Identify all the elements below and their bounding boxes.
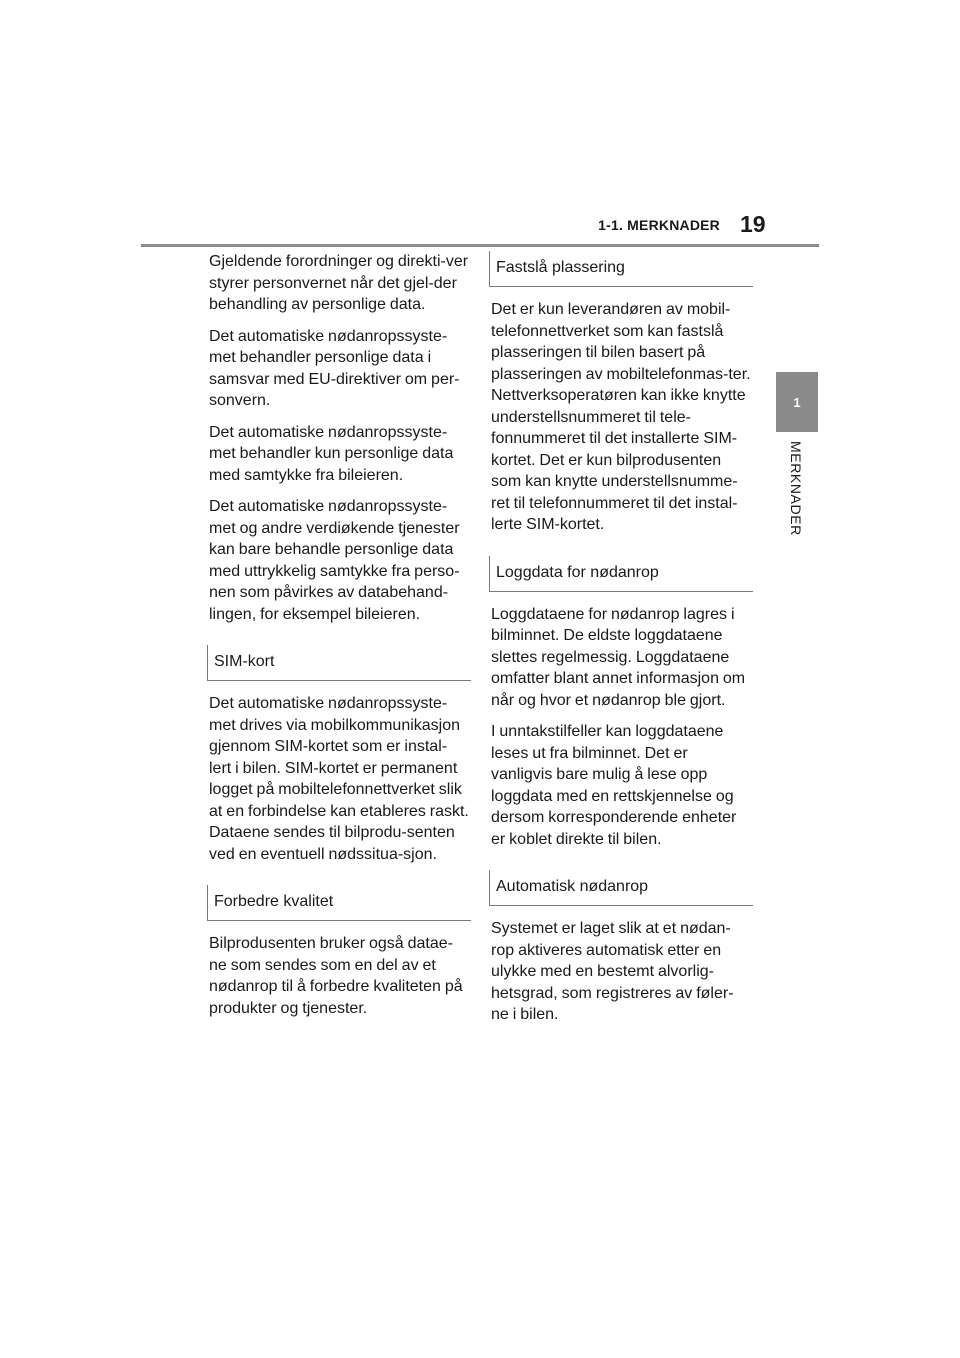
section-heading-sim: SIM-kort	[207, 645, 471, 681]
section-heading-quality: Forbedre kvalitet	[207, 885, 471, 921]
paragraph: Det automatiske nødanropssyste-met behandler personlige data i samsvar med EU-direktiver om per-sonvern.	[209, 327, 460, 409]
paragraph: Det automatiske nødanropssyste-met drives via mobilkommunikasjon gjennom SIM-kortet som er instal-lert i bilen. SIM-kortet er permanent logget på mobiltelefonnettverket slik at en forbindelse kan etableres raskt. Dataene sendes til bilprodu-senten ved en eventuell nødssitua-sjon.	[209, 695, 469, 863]
left-column	[209, 251, 469, 1029]
section-heading-position: Fastslå plassering	[489, 251, 753, 287]
paragraph: Loggdataene for nødanrop lagres i bilminnet. De eldste loggdataene slettes regelmessig. Loggdataene omfatter blant annet informasjon om når og hvor et nødanrop ble gjort.	[491, 605, 746, 709]
paragraph: Systemet er laget slik at et nødan-rop aktiveres automatisk etter en ulykke med en bestemt alvorlig-hetsgrad, som registreres av føler-ne i bilen.	[491, 920, 734, 1023]
chapter-label: MERKNADER	[788, 441, 804, 536]
right-column	[491, 251, 751, 1036]
chapter-tab	[776, 372, 818, 432]
header-divider	[141, 244, 819, 247]
paragraph: Gjeldende forordninger og direkti-ver styrer personvernet når det gjel-der behandling av personlige data.	[209, 253, 469, 313]
paragraph: Bilprodusenten bruker også datae-ne som sendes som en del av et nødanrop til å forbedre kvaliteten på produkter og tjenester.	[209, 935, 463, 1017]
paragraph: Det er kun leverandøren av mobil-telefonnettverket som kan fastslå plasseringen til bilen basert på plasseringen av mobiltelefonmas-ter. Nettverksoperatøren kan ikke knytte understellsnummeret til tele-fonnummeret til det installerte SIM-kortet. Det er kun bilprodusenten som kan knytte understellsnumme-ret til telefonnummeret til det instal-lerte SIM-kortet.	[491, 301, 751, 533]
section-title: 1-1. MERKNADER	[598, 217, 720, 233]
paragraph: Det automatiske nødanropssyste-met og andre verdiøkende tjenester kan bare behandle personlige data med uttrykkelig samtykke fra perso-nen som påvirkes av databehand-lingen, for eksempel bileieren.	[209, 498, 460, 623]
page-number: 19	[740, 211, 766, 237]
paragraph: I unntakstilfeller kan loggdataene leses ut fra bilminnet. Det er vanligvis bare mulig å lese opp loggdata med en rettskjennelse og dersom korresponderende enheter er koblet direkte til bilen.	[491, 723, 737, 848]
section-heading-auto: Automatisk nødanrop	[489, 870, 753, 906]
paragraph: Det automatiske nødanropssyste-met behandler kun personlige data med samtykke fra bileieren.	[209, 423, 454, 484]
section-heading-log: Loggdata for nødanrop	[489, 556, 753, 592]
chapter-number: 1	[793, 394, 801, 410]
